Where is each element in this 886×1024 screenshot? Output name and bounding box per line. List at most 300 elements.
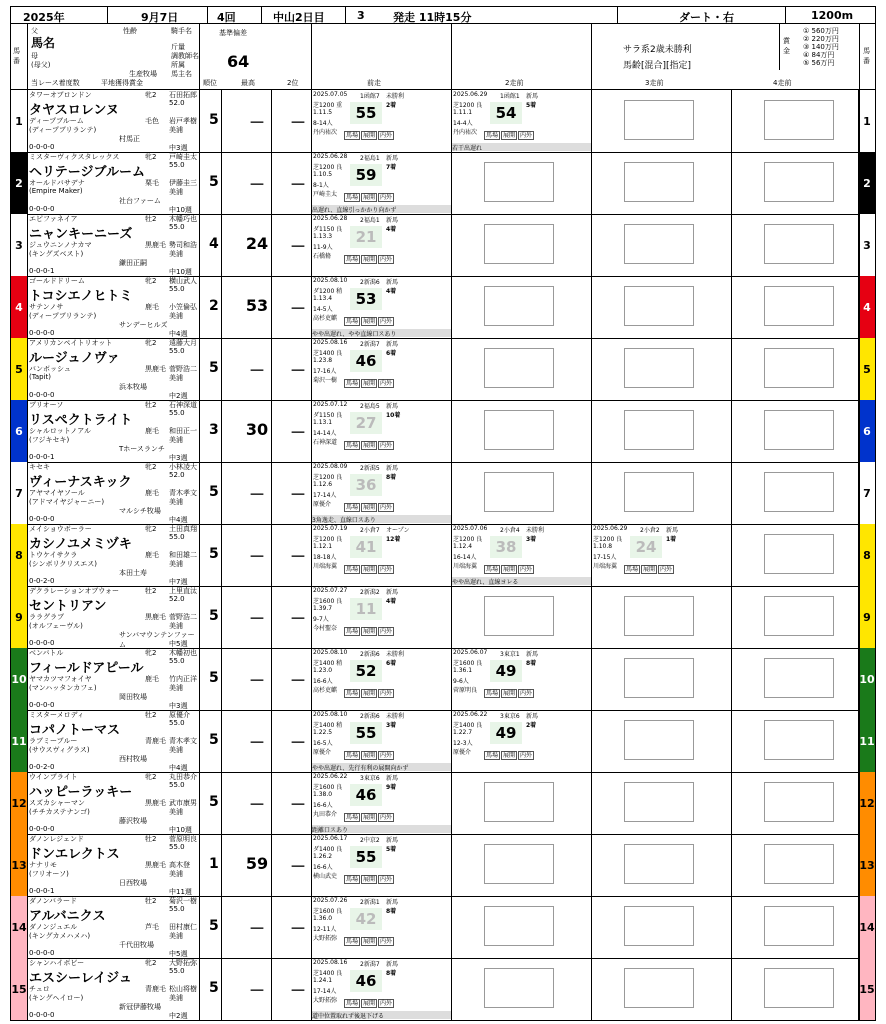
race-class: 新馬 xyxy=(386,155,399,162)
col-second: 2位 xyxy=(287,79,299,87)
race-horses.2.r2 xyxy=(452,214,591,276)
jockey-name: 木幡初也 xyxy=(169,649,197,657)
race-jockey: 高杉吏麒 xyxy=(313,315,338,322)
base-value: 64 xyxy=(227,52,250,71)
broodsire-name: (フジキセキ) xyxy=(29,436,70,444)
race-horses.2.r1 xyxy=(312,214,451,276)
race-pos: 10着 xyxy=(386,412,401,419)
horse-row xyxy=(10,772,876,835)
trainer-name: 小笠倫弘 xyxy=(169,303,197,311)
race-surface: 芝1400 稍 xyxy=(313,722,343,729)
race-score: 41 xyxy=(350,536,382,558)
col-dam: 母 xyxy=(31,52,38,60)
tag-t4: 内外 xyxy=(660,566,673,573)
race-field: 12-11人 xyxy=(313,926,337,933)
second-value: － xyxy=(289,113,306,132)
race-note: 3角逸走、直線口スあり xyxy=(312,515,451,523)
race-score: 42 xyxy=(350,908,382,930)
best-value: － xyxy=(248,175,265,194)
race-horses.9.r2 xyxy=(452,648,591,710)
area: 美浦 xyxy=(169,312,183,320)
sex-age: 牡2 xyxy=(145,711,157,719)
horse-row xyxy=(10,152,876,215)
race-score: 53 xyxy=(350,288,382,310)
best-value: － xyxy=(248,547,265,566)
horse-num-left: 7 xyxy=(11,462,28,524)
col-name: 馬名 xyxy=(31,36,56,50)
sex-age: 牝2 xyxy=(145,91,157,99)
broodsire-name: (オルフェーヴル) xyxy=(29,622,83,630)
race-pos: 2着 xyxy=(386,102,397,109)
sex-age: 牡2 xyxy=(145,401,157,409)
race-field: 8-1人 xyxy=(313,182,329,189)
interval: 中10週 xyxy=(169,826,192,834)
trainer-name: 和田正一 xyxy=(169,427,197,435)
breeder-name: 西村牧場 xyxy=(119,755,147,763)
sire-name: キセキ xyxy=(29,463,50,471)
col-jockey: 騎手名 xyxy=(171,27,192,35)
race-kai: 2福島5 xyxy=(360,403,380,410)
sex-age: 牝2 xyxy=(145,153,157,161)
empty-grid xyxy=(764,596,834,636)
second-value: － xyxy=(289,237,306,256)
race-kai: 2福島1 xyxy=(360,217,380,224)
horse-row xyxy=(10,338,876,401)
race-pos: 4着 xyxy=(386,226,397,233)
horse-num-right: 7 xyxy=(858,462,875,524)
area: 美浦 xyxy=(169,684,183,692)
race-score: 24 xyxy=(630,536,662,558)
horse-num-left: 6 xyxy=(11,400,28,462)
empty-grid xyxy=(764,534,834,574)
race-horses.1.r2 xyxy=(452,152,591,214)
race-tags xyxy=(344,378,395,387)
best-value: 24 xyxy=(245,234,269,253)
race-date: 2025.08.16 xyxy=(313,959,348,966)
horse-name: エスシーレイジュ xyxy=(29,971,132,986)
race-score: 49 xyxy=(490,722,522,744)
race-date: 2025.07.12 xyxy=(313,401,348,408)
dam-name: ナナリモ xyxy=(29,861,57,869)
race-kai: 2小倉2 xyxy=(640,527,660,534)
second-value: － xyxy=(289,423,306,442)
race-time: 1.11.5 xyxy=(313,109,333,116)
race-class: 新馬 xyxy=(526,651,539,658)
horse-num-left: 8 xyxy=(11,524,28,586)
horse-num-left: 5 xyxy=(11,338,28,400)
race-surface: 芝1200 良 xyxy=(313,474,343,481)
sex-age: 牝2 xyxy=(145,463,157,471)
race-class: 新馬 xyxy=(526,713,539,720)
race-pos: 2着 xyxy=(526,722,537,729)
race-tags xyxy=(624,564,675,573)
race-pos: 6着 xyxy=(386,350,397,357)
rank-value: 5 xyxy=(209,546,219,562)
record: 0-0-0-0 xyxy=(29,1011,55,1019)
race-number: 3 xyxy=(357,9,365,22)
dam-name: チュロ xyxy=(29,985,50,993)
tag-t2: 展開 xyxy=(363,194,376,201)
jockey-name: 木幡巧也 xyxy=(169,215,197,223)
tag-t4: 内外 xyxy=(380,132,393,139)
empty-grid xyxy=(764,906,834,946)
tag-t4: 内外 xyxy=(520,690,533,697)
col-broodsire: (母父) xyxy=(31,61,51,69)
best-value: － xyxy=(248,113,265,132)
race-tags xyxy=(344,688,395,697)
horse-name: ルージュノヴァ xyxy=(29,351,120,366)
race-pos: 3着 xyxy=(526,536,537,543)
jockey-name: 石神深道 xyxy=(169,401,197,409)
sex-age: 牝2 xyxy=(145,649,157,657)
best-value: － xyxy=(248,981,265,1000)
tag-t2: 展開 xyxy=(363,504,376,511)
race-horses.8.r3 xyxy=(592,586,731,648)
best-value: － xyxy=(248,733,265,752)
col-prev2: 2走前 xyxy=(505,79,524,87)
race-surface: ダ1400 良 xyxy=(313,846,343,853)
race-class: 未勝利 xyxy=(526,527,545,534)
tag-t2: 展開 xyxy=(363,938,376,945)
race-class: 未勝利 xyxy=(386,651,405,658)
area: 美浦 xyxy=(169,746,183,754)
race-class: 新馬 xyxy=(386,837,399,844)
race-horses.6.r3 xyxy=(592,462,731,524)
empty-grid xyxy=(484,410,554,450)
broodsire-name: (サウスヴィグラス) xyxy=(29,746,90,754)
tag-t4: 内外 xyxy=(380,318,393,325)
horse-num-right: 2 xyxy=(858,152,875,214)
col-owner: 馬主名 xyxy=(171,70,192,78)
rank-value: 5 xyxy=(209,980,219,996)
race-tags xyxy=(344,254,395,263)
race-tags xyxy=(344,502,395,511)
race-surface: 芝1200 重 xyxy=(313,102,343,109)
race-class: 新馬 xyxy=(386,589,399,596)
race-class: 新馬 xyxy=(386,341,399,348)
race-time: 1.23.8 xyxy=(313,357,333,364)
race-horses.3.r2 xyxy=(452,276,591,338)
coat-color: 鹿毛 xyxy=(145,427,159,435)
interval: 中3週 xyxy=(169,702,188,710)
tag-t2: 展開 xyxy=(363,876,376,883)
race-field: 14-14人 xyxy=(313,430,337,437)
race-horses.3.r3 xyxy=(592,276,731,338)
jockey-name: 菅原明良 xyxy=(169,835,197,843)
tag-t2: 展開 xyxy=(643,566,656,573)
tag-t1: 馬場 xyxy=(486,132,499,139)
race-horses.6.r1 xyxy=(312,462,451,524)
empty-grid xyxy=(624,844,694,884)
race-horses.7.r2 xyxy=(452,524,591,586)
coat-color: 芦毛 xyxy=(145,923,159,931)
rank-value: 5 xyxy=(209,174,219,190)
horse-num-left: 12 xyxy=(11,772,28,834)
record: 0-0-0-0 xyxy=(29,949,55,957)
jockey-name: 戸崎圭太 xyxy=(169,153,197,161)
tag-t4: 内外 xyxy=(520,752,533,759)
horse-name: セントリアン xyxy=(29,599,107,614)
empty-grid xyxy=(764,968,834,1008)
broodsire-name: (フリオーソ) xyxy=(29,870,69,878)
interval: 中11週 xyxy=(169,888,192,896)
tag-t1: 馬場 xyxy=(346,132,359,139)
race-jockey: 今村聖奈 xyxy=(313,625,338,632)
broodsire-name: (キングヘイロー) xyxy=(29,994,84,1002)
tag-t2: 展開 xyxy=(363,380,376,387)
tag-t2: 展開 xyxy=(363,752,376,759)
sire-name: ミスターヴィクスタレックス xyxy=(29,153,120,161)
race-horses.11.r4 xyxy=(732,772,871,834)
col-num-right: 馬番 xyxy=(863,47,870,65)
tag-t4: 内外 xyxy=(380,380,393,387)
empty-grid xyxy=(484,162,554,202)
race-horses.9.r1 xyxy=(312,648,451,710)
rank-value: 5 xyxy=(209,732,219,748)
horse-name: ドンエレクトス xyxy=(29,847,120,862)
race-tags xyxy=(344,316,395,325)
race-time: 1.10.5 xyxy=(313,171,333,178)
race-surface: 芝1600 良 xyxy=(313,598,343,605)
coat-color: 青鹿毛 xyxy=(145,737,166,745)
tag-t4: 内外 xyxy=(380,628,393,635)
col-best: 最高 xyxy=(241,79,255,87)
race-time: 1.12.6 xyxy=(313,481,333,488)
race-surface: 芝1400 良 xyxy=(313,350,343,357)
race-kai: 2新潟2 xyxy=(360,589,380,596)
col-prev1: 前走 xyxy=(367,79,381,87)
race-field: 9-6人 xyxy=(453,678,469,685)
race-surface: 芝1200 良 xyxy=(313,536,343,543)
tag-t1: 馬場 xyxy=(346,566,359,573)
race-surface: 芝1600 良 xyxy=(313,784,343,791)
horse-info xyxy=(27,896,199,958)
race-time: 1.24.1 xyxy=(313,977,333,984)
race-time: 1.36.1 xyxy=(453,667,473,674)
area: 美浦 xyxy=(169,870,183,878)
race-date: 2025.07.06 xyxy=(453,525,488,532)
interval: 中4週 xyxy=(169,516,188,524)
rank-value: 5 xyxy=(209,360,219,376)
record: 0-0-2-0 xyxy=(29,577,55,585)
horse-num-right: 11 xyxy=(858,710,875,772)
race-kai: 1函館7 xyxy=(360,93,380,100)
race-jockey: 石神深道 xyxy=(313,439,338,446)
race-horses.8.r1 xyxy=(312,586,451,648)
race-kai: 2新潟6 xyxy=(360,713,380,720)
tag-t2: 展開 xyxy=(363,256,376,263)
col-rec: 当レース着度数 xyxy=(31,79,80,87)
tag-t2: 展開 xyxy=(363,814,376,821)
horse-num-right: 5 xyxy=(858,338,875,400)
empty-grid xyxy=(484,782,554,822)
race-tags xyxy=(484,564,535,573)
race-score: 55 xyxy=(350,846,382,868)
race-kai: 3東京6 xyxy=(500,713,520,720)
breeder-name: Tホースランチ xyxy=(119,445,165,453)
horse-num-left: 1 xyxy=(11,90,28,152)
horse-info xyxy=(27,586,199,648)
race-kai: 1函館1 xyxy=(500,93,520,100)
race-surface: 芝1400 良 xyxy=(453,722,483,729)
trainer-name: 和田雄二 xyxy=(169,551,197,559)
race-pos: 4着 xyxy=(386,598,397,605)
col-prev3: 3走前 xyxy=(645,79,664,87)
race-pos: 8着 xyxy=(386,474,397,481)
weight: 55.0 xyxy=(169,533,185,541)
race-field: 17-14人 xyxy=(313,988,337,995)
empty-grid xyxy=(624,348,694,388)
race-horses.8.r2 xyxy=(452,586,591,648)
breeder-name: マルシチ牧場 xyxy=(119,507,161,515)
race-field: 17-14人 xyxy=(313,492,337,499)
interval: 中3週 xyxy=(169,144,188,152)
weight: 52.0 xyxy=(169,99,185,107)
tag-t1: 馬場 xyxy=(346,256,359,263)
sex-age: 牡2 xyxy=(145,835,157,843)
race-pos: 7着 xyxy=(386,164,397,171)
sire-name: ミスターメロディ xyxy=(29,711,85,719)
race-score: 49 xyxy=(490,660,522,682)
post-time: 発走 11時15分 xyxy=(393,11,472,24)
prize-3: ③ 140万円 xyxy=(803,43,839,51)
weight: 55.0 xyxy=(169,409,185,417)
race-field: 18-18人 xyxy=(313,554,337,561)
race-score: 55 xyxy=(350,722,382,744)
weight: 55.0 xyxy=(169,657,185,665)
trainer-name: 武市康男 xyxy=(169,799,197,807)
horse-row xyxy=(10,586,876,649)
tag-t1: 馬場 xyxy=(346,194,359,201)
race-date: 2025.07.19 xyxy=(313,525,348,532)
tag-t2: 展開 xyxy=(363,1000,376,1007)
dam-name: ララグラブ xyxy=(29,613,64,621)
race-tags xyxy=(484,750,535,759)
race-date: 2025.07.27 xyxy=(313,587,348,594)
race-horses.2.r4 xyxy=(732,214,871,276)
tag-t2: 展開 xyxy=(503,132,516,139)
race-jockey: 川端海翼 xyxy=(453,563,478,570)
race-score: 21 xyxy=(350,226,382,248)
broodsire-name: (ディープブリランテ) xyxy=(29,126,97,134)
jockey-name: 横山武人 xyxy=(169,277,197,285)
breeder-name: 藤沢牧場 xyxy=(119,817,147,825)
best-value: － xyxy=(248,609,265,628)
record: 0-0-0-0 xyxy=(29,639,55,647)
race-time: 1.22.7 xyxy=(453,729,473,736)
race-field: 17-16人 xyxy=(313,368,337,375)
race-score: 27 xyxy=(350,412,382,434)
jockey-name: 上里直汰 xyxy=(169,587,197,595)
horse-info xyxy=(27,338,199,400)
record: 0-0-0-0 xyxy=(29,825,55,833)
race-surface: ダ1150 良 xyxy=(313,412,343,419)
horse-name: アルバニクス xyxy=(29,909,106,924)
broodsire-name: (Empire Maker) xyxy=(29,187,83,195)
coat-color: 鹿毛 xyxy=(145,489,159,497)
breeder-name: 新冠伊藤牧場 xyxy=(119,1003,161,1011)
race-score: 52 xyxy=(350,660,382,682)
race-date: 2025.06.29 xyxy=(453,91,488,98)
race-date: 2025.06.28 xyxy=(313,215,348,222)
race-surface: 芝1200 良 xyxy=(453,536,483,543)
empty-grid xyxy=(484,596,554,636)
sex-age: 牝2 xyxy=(145,773,157,781)
area: 美浦 xyxy=(169,622,183,630)
race-kai: 2新潟7 xyxy=(360,961,380,968)
race-date: 2025.08.10 xyxy=(313,711,348,718)
race-time: 1.12.4 xyxy=(453,543,473,550)
best-value: － xyxy=(248,795,265,814)
race-horses.0.r3 xyxy=(592,90,731,152)
weight: 55.0 xyxy=(169,781,185,789)
race-time: 1.10.8 xyxy=(593,543,613,550)
empty-grid xyxy=(624,224,694,264)
tag-t4: 内外 xyxy=(520,132,533,139)
race-pos: 8着 xyxy=(386,970,397,977)
empty-grid xyxy=(484,472,554,512)
race-tags xyxy=(344,626,395,635)
race-tags xyxy=(344,874,395,883)
horse-row xyxy=(10,834,876,897)
weight: 55.0 xyxy=(169,967,185,975)
race-sheet xyxy=(10,6,876,1018)
area: 美浦 xyxy=(169,188,183,196)
sire-name: タワーオブロンドン xyxy=(29,91,92,99)
race-jockey: 原優介 xyxy=(313,501,332,508)
race-date: 2025.07.05 xyxy=(313,91,348,98)
race-jockey: 大野拓弥 xyxy=(313,935,338,942)
base-label: 基準偏差 xyxy=(219,29,247,37)
empty-grid xyxy=(624,968,694,1008)
tag-t4: 内外 xyxy=(380,690,393,697)
broodsire-name: (チチカステナンゴ) xyxy=(29,808,90,816)
tag-t2: 展開 xyxy=(363,628,376,635)
race-horses.7.r3 xyxy=(592,524,731,586)
tag-t4: 内外 xyxy=(380,566,393,573)
horse-row xyxy=(10,896,876,959)
record: 0-0-0-1 xyxy=(29,453,55,461)
race-field: 14-5人 xyxy=(313,306,333,313)
tag-t2: 展開 xyxy=(503,690,516,697)
race-horses.1.r3 xyxy=(592,152,731,214)
weight: 55.0 xyxy=(169,285,185,293)
race-date: 2025.07.26 xyxy=(313,897,348,904)
sire-name: シャンハイボビー xyxy=(29,959,85,967)
breeder-name: 村馬正 xyxy=(119,135,140,143)
dam-name: スズカシャーマン xyxy=(29,799,85,807)
tag-t4: 内外 xyxy=(380,194,393,201)
race-horses.13.r1 xyxy=(312,896,451,958)
race-class: 新馬 xyxy=(386,465,399,472)
race-pos: 3着 xyxy=(386,722,397,729)
race-kai: 2中京2 xyxy=(360,837,380,844)
race-score: 59 xyxy=(350,164,382,186)
race-class: 未勝利 xyxy=(386,713,405,720)
jockey-name: 原優介 xyxy=(169,711,190,719)
empty-grid xyxy=(624,596,694,636)
empty-grid xyxy=(764,658,834,698)
empty-grid xyxy=(764,844,834,884)
tag-t4: 内外 xyxy=(380,442,393,449)
horse-row xyxy=(10,90,876,153)
race-class: 新馬 xyxy=(386,279,399,286)
record: 0-0-0-0 xyxy=(29,701,55,709)
race-date: 2025.06.22 xyxy=(453,711,488,718)
tag-t1: 馬場 xyxy=(346,380,359,387)
race-score: 38 xyxy=(490,536,522,558)
weight: 52.0 xyxy=(169,471,185,479)
